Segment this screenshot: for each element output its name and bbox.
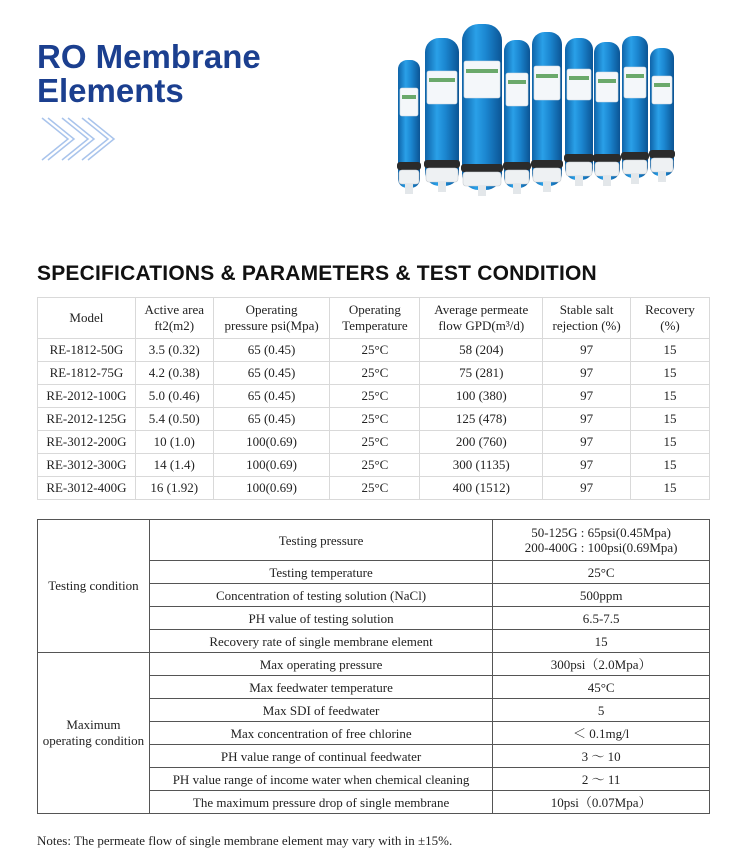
table-cell: 45°C bbox=[493, 676, 710, 699]
table-cell: 97 bbox=[543, 454, 631, 477]
table-cell: Testing temperature bbox=[149, 561, 492, 584]
table-cell: 2 ～ 11 bbox=[493, 768, 710, 791]
table-cell: RE-2012-100G bbox=[38, 385, 136, 408]
max-condition-label: Maximum operating condition bbox=[38, 653, 150, 814]
table-row bbox=[38, 408, 710, 431]
table-row bbox=[38, 477, 710, 500]
col-header-model: Model bbox=[38, 298, 136, 339]
col-header-active-area: Active area ft2(m2) bbox=[135, 298, 213, 339]
table-cell: 300psi（2.0Mpa） bbox=[493, 653, 710, 676]
col-header-salt-rejection: Stable salt rejection (%) bbox=[543, 298, 631, 339]
table-cell: 3 ～ 10 bbox=[493, 745, 710, 768]
table-row bbox=[38, 520, 710, 561]
membrane-tube bbox=[503, 40, 531, 194]
membrane-tube bbox=[649, 48, 675, 182]
table-cell: RE-3012-200G bbox=[38, 431, 136, 454]
table-cell: Concentration of testing solution (NaCl) bbox=[149, 584, 492, 607]
table-cell: 25°C bbox=[330, 339, 420, 362]
table-cell: 25°C bbox=[330, 431, 420, 454]
col-header-permeate-flow: Average permeate flow GPD(m³/d) bbox=[420, 298, 543, 339]
table-cell: 400 (1512) bbox=[420, 477, 543, 500]
table-cell: RE-1812-50G bbox=[38, 339, 136, 362]
table-cell: 14 (1.4) bbox=[135, 454, 213, 477]
notes-text: Notes: The permeate flow of single membrane element may vary with in ±15%. bbox=[37, 833, 453, 848]
table-cell: RE-1812-75G bbox=[38, 362, 136, 385]
membrane-tube bbox=[397, 60, 421, 194]
table-cell: 100(0.69) bbox=[213, 454, 330, 477]
table-cell: Recovery rate of single membrane element bbox=[149, 630, 492, 653]
membrane-tubes bbox=[397, 24, 675, 196]
table-cell: PH value of testing solution bbox=[149, 607, 492, 630]
table-cell: Max SDI of feedwater bbox=[149, 699, 492, 722]
table-cell: 4.2 (0.38) bbox=[135, 362, 213, 385]
table-cell: 97 bbox=[543, 339, 631, 362]
table-cell: 97 bbox=[543, 385, 631, 408]
table-cell: 58 (204) bbox=[420, 339, 543, 362]
table-cell: 200 (760) bbox=[420, 431, 543, 454]
table-cell: 25°C bbox=[330, 362, 420, 385]
table-cell: Max concentration of free chlorine bbox=[149, 722, 492, 745]
table-cell: 100(0.69) bbox=[213, 477, 330, 500]
table-row bbox=[38, 454, 710, 477]
table-cell: 15 bbox=[631, 454, 710, 477]
table-row bbox=[38, 362, 710, 385]
table-cell: 15 bbox=[493, 630, 710, 653]
table-cell: Max operating pressure bbox=[149, 653, 492, 676]
membrane-tube bbox=[461, 24, 503, 196]
testing-condition-label: Testing condition bbox=[38, 520, 150, 653]
table-cell: 100 (380) bbox=[420, 385, 543, 408]
table-cell: 97 bbox=[543, 362, 631, 385]
condition-table bbox=[37, 519, 710, 814]
table-cell: 25°C bbox=[330, 454, 420, 477]
table-cell: RE-3012-300G bbox=[38, 454, 136, 477]
table-cell: 100(0.69) bbox=[213, 431, 330, 454]
table-cell: 300 (1135) bbox=[420, 454, 543, 477]
ro-membrane-cartridges-photo bbox=[370, 8, 730, 238]
table-cell: 15 bbox=[631, 339, 710, 362]
title-line-2: Elements bbox=[37, 72, 184, 109]
table-cell: 5.4 (0.50) bbox=[135, 408, 213, 431]
table-cell: 15 bbox=[631, 408, 710, 431]
table-cell: 25°C bbox=[493, 561, 710, 584]
table-cell: 16 (1.92) bbox=[135, 477, 213, 500]
title-line-1: RO Membrane bbox=[37, 38, 261, 75]
table-row bbox=[38, 431, 710, 454]
table-cell: PH value range of income water when chemical cleaning bbox=[149, 768, 492, 791]
table-cell: PH value range of continual feedwater bbox=[149, 745, 492, 768]
membrane-tube bbox=[531, 32, 563, 192]
page-title bbox=[37, 40, 261, 108]
chevron-right-icon bbox=[38, 114, 118, 164]
table-cell: 25°C bbox=[330, 477, 420, 500]
table-cell: 75 (281) bbox=[420, 362, 543, 385]
table-cell: Testing pressure bbox=[149, 520, 492, 561]
col-header-operating-pressure: Operating pressure psi(Mpa) bbox=[213, 298, 330, 339]
table-cell: 65 (0.45) bbox=[213, 362, 330, 385]
table-cell: Max feedwater temperature bbox=[149, 676, 492, 699]
table-row bbox=[38, 339, 710, 362]
table-cell: 6.5-7.5 bbox=[493, 607, 710, 630]
table-cell: 97 bbox=[543, 431, 631, 454]
table-cell: 15 bbox=[631, 431, 710, 454]
table-row bbox=[38, 653, 710, 676]
spec-header-row bbox=[38, 298, 710, 339]
table-cell: 500ppm bbox=[493, 584, 710, 607]
table-cell: ＜ 0.1mg/l bbox=[493, 722, 710, 745]
table-cell: 65 (0.45) bbox=[213, 385, 330, 408]
table-cell: 25°C bbox=[330, 408, 420, 431]
table-row bbox=[38, 385, 710, 408]
spec-table bbox=[37, 297, 710, 500]
membrane-tube bbox=[593, 42, 621, 186]
membrane-tube bbox=[564, 38, 594, 186]
table-cell: RE-3012-400G bbox=[38, 477, 136, 500]
table-cell: 125 (478) bbox=[420, 408, 543, 431]
table-cell: 15 bbox=[631, 477, 710, 500]
section-title: SPECIFICATIONS & PARAMETERS & TEST CONDITION bbox=[37, 262, 597, 285]
table-cell: 10 (1.0) bbox=[135, 431, 213, 454]
table-cell: 25°C bbox=[330, 385, 420, 408]
membrane-tube bbox=[621, 36, 649, 184]
col-header-recovery: Recovery (%) bbox=[631, 298, 710, 339]
table-cell: 50-125G : 65psi(0.45Mpa) 200-400G : 100psi(0.69Mpa) bbox=[493, 520, 710, 561]
table-cell: RE-2012-125G bbox=[38, 408, 136, 431]
table-cell: 3.5 (0.32) bbox=[135, 339, 213, 362]
table-cell: 5 bbox=[493, 699, 710, 722]
table-cell: 97 bbox=[543, 477, 631, 500]
table-cell: 97 bbox=[543, 408, 631, 431]
table-cell: The maximum pressure drop of single membrane bbox=[149, 791, 492, 814]
table-cell: 15 bbox=[631, 385, 710, 408]
col-header-operating-temperature: Operating Temperature bbox=[330, 298, 420, 339]
table-cell: 5.0 (0.46) bbox=[135, 385, 213, 408]
table-cell: 65 (0.45) bbox=[213, 408, 330, 431]
membrane-tube bbox=[424, 38, 460, 192]
table-cell: 10psi（0.07Mpa） bbox=[493, 791, 710, 814]
table-cell: 65 (0.45) bbox=[213, 339, 330, 362]
table-cell: 15 bbox=[631, 362, 710, 385]
